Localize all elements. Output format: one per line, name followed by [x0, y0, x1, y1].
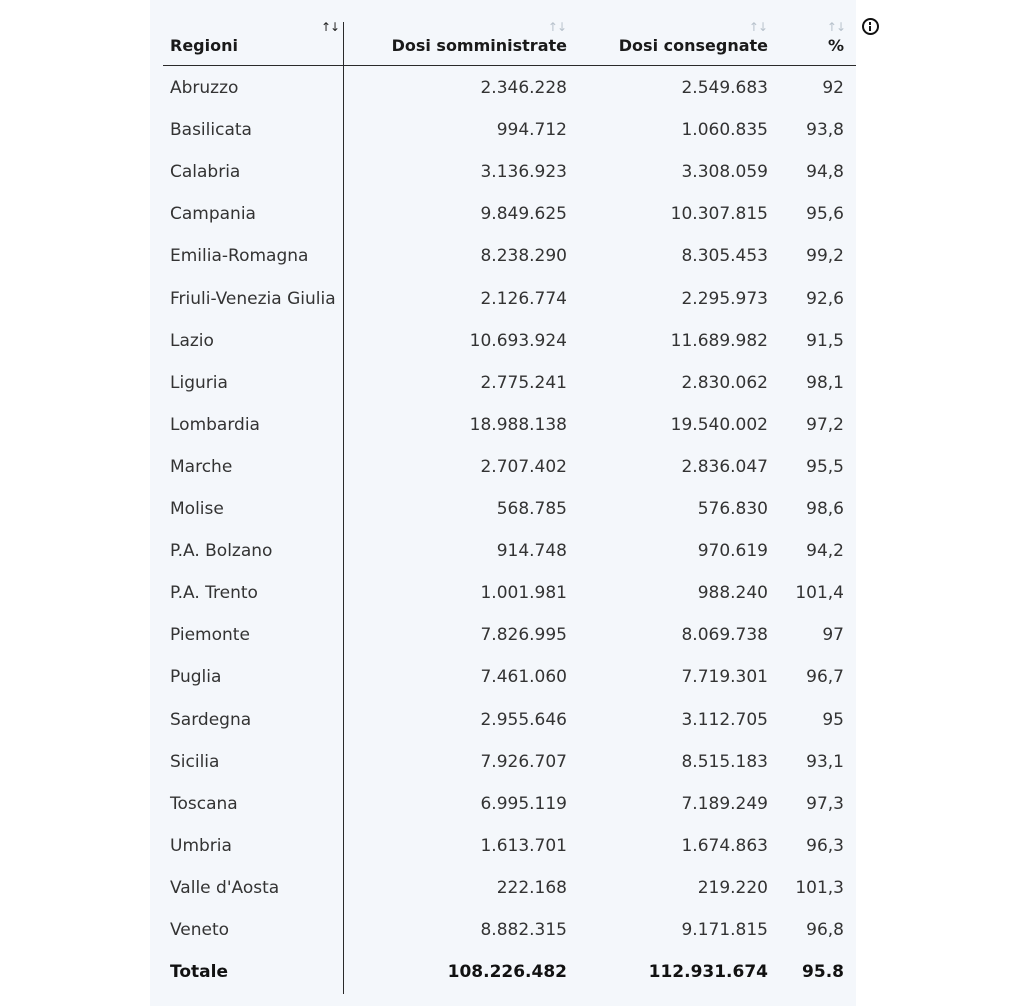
dosi-consegnate-cell: 2.295.973: [681, 288, 768, 309]
dosi-somministrate-cell: 1.001.981: [480, 583, 567, 604]
dosi-consegnate-cell: 8.305.453: [681, 246, 768, 267]
column-label: %: [827, 36, 844, 55]
dosi-consegnate-cell: 9.171.815: [681, 920, 768, 940]
dosi-somministrate-cell: 7.826.995: [480, 625, 567, 646]
percent-cell: 95.8: [802, 962, 844, 983]
region-cell: Lombardia: [170, 414, 260, 435]
dosi-consegnate-cell: 11.689.982: [670, 330, 768, 351]
region-cell: Liguria: [170, 372, 228, 393]
dosi-consegnate-cell: 1.674.863: [681, 835, 768, 856]
percent-cell: 94,2: [806, 541, 844, 562]
percent-cell: 95,6: [806, 204, 844, 225]
dosi-consegnate-cell: 7.719.301: [681, 667, 768, 688]
column-label: Regioni: [170, 36, 238, 55]
dosi-somministrate-cell: 1.613.701: [480, 835, 567, 856]
sort-arrows-icon[interactable]: ↑↓: [748, 20, 767, 34]
percent-cell: 94,8: [806, 162, 844, 183]
column-header-percent[interactable]: [804, 14, 844, 64]
dosi-somministrate-cell: 222.168: [496, 877, 567, 898]
region-cell: Friuli-Venezia Giulia: [170, 288, 336, 309]
table-row: [163, 699, 856, 741]
dosi-consegnate-cell: 8.515.183: [681, 751, 768, 772]
percent-cell: 97,3: [806, 793, 844, 814]
dosi-consegnate-cell: 988.240: [697, 583, 768, 604]
dosi-consegnate-cell: 10.307.815: [670, 204, 768, 225]
dosi-consegnate-cell: 7.189.249: [681, 793, 768, 814]
region-cell: Totale: [170, 962, 228, 983]
dosi-somministrate-cell: 2.775.241: [480, 372, 567, 393]
dosi-somministrate-cell: 8.238.290: [480, 246, 567, 267]
region-cell: Marche: [170, 456, 233, 477]
dosi-somministrate-cell: 2.955.646: [480, 709, 567, 730]
region-cell: Umbria: [170, 835, 232, 856]
percent-cell: 97,2: [806, 414, 844, 435]
column-label: Dosi consegnate: [618, 36, 768, 55]
dosi-somministrate-cell: 8.882.315: [480, 920, 567, 940]
sort-arrows-icon[interactable]: ↑↓: [321, 20, 340, 34]
dosi-consegnate-cell: 219.220: [697, 877, 768, 898]
percent-cell: 96,3: [806, 835, 844, 856]
dosi-consegnate-cell: 3.112.705: [681, 709, 768, 730]
column-label: Dosi somministrate: [391, 36, 567, 55]
column-header-dosi-consegnate[interactable]: [588, 14, 768, 64]
dosi-somministrate-cell: 2.126.774: [480, 288, 567, 309]
table-row: [163, 320, 856, 362]
table-row: [163, 488, 856, 530]
percent-cell: 91,5: [806, 330, 844, 351]
table-row: [163, 404, 856, 446]
dosi-consegnate-cell: 2.830.062: [681, 372, 768, 393]
info-icon[interactable]: [862, 18, 879, 35]
percent-cell: 101,4: [795, 583, 844, 604]
table-row: [163, 235, 856, 277]
table-row: [163, 109, 856, 151]
dosi-somministrate-cell: 3.136.923: [480, 162, 567, 183]
dosi-somministrate-cell: 6.995.119: [480, 793, 567, 814]
table-row: [163, 867, 856, 909]
dosi-consegnate-cell: 970.619: [697, 541, 768, 562]
percent-cell: 95: [822, 709, 844, 730]
table-row: [163, 278, 856, 320]
dosi-somministrate-cell: 9.849.625: [480, 204, 567, 225]
table-row: [163, 614, 856, 656]
table-row: [163, 530, 856, 572]
dosi-somministrate-cell: 914.748: [496, 541, 567, 562]
dosi-somministrate-cell: 2.346.228: [480, 78, 567, 98]
column-header-dosi-somministrate[interactable]: [367, 14, 567, 64]
table-row: [163, 741, 856, 783]
region-cell: Sicilia: [170, 751, 220, 772]
region-cell: Molise: [170, 499, 224, 519]
region-cell: Abruzzo: [170, 78, 239, 98]
region-cell: Piemonte: [170, 625, 250, 646]
table-row: [163, 783, 856, 825]
table-row: [163, 825, 856, 867]
region-cell: Emilia-Romagna: [170, 246, 309, 267]
dosi-somministrate-cell: 18.988.138: [469, 414, 567, 435]
table-row: [163, 656, 856, 698]
dosi-somministrate-cell: 108.226.482: [447, 962, 567, 983]
header-divider: [163, 65, 856, 66]
region-cell: Calabria: [170, 162, 241, 183]
region-cell: P.A. Bolzano: [170, 541, 273, 562]
region-cell: Veneto: [170, 920, 230, 940]
dosi-consegnate-cell: 576.830: [697, 499, 768, 519]
percent-cell: 101,3: [795, 877, 844, 898]
region-cell: Sardegna: [170, 709, 252, 730]
region-cell: Toscana: [170, 793, 238, 814]
table-row: [163, 572, 856, 614]
percent-cell: 96,7: [806, 667, 844, 688]
table-row: [163, 193, 856, 235]
dosi-consegnate-cell: 2.549.683: [681, 78, 768, 98]
table-row: [163, 67, 856, 109]
dosi-somministrate-cell: 994.712: [496, 120, 567, 141]
percent-cell: 92,6: [806, 288, 844, 309]
table-row: [163, 909, 856, 951]
table-header: [163, 14, 856, 64]
percent-cell: 92: [822, 78, 844, 98]
percent-cell: 93,1: [806, 751, 844, 772]
region-cell: Lazio: [170, 330, 214, 351]
percent-cell: 96,8: [806, 920, 844, 940]
region-cell: Basilicata: [170, 120, 252, 141]
table-row: [163, 362, 856, 404]
dosi-consegnate-cell: 8.069.738: [681, 625, 768, 646]
region-cell: Puglia: [170, 667, 222, 688]
dosi-consegnate-cell: 112.931.674: [648, 962, 768, 983]
region-cell: Valle d'Aosta: [170, 877, 280, 898]
dosi-somministrate-cell: 7.461.060: [480, 667, 567, 688]
percent-cell: 95,5: [806, 456, 844, 477]
table-total-row: [163, 951, 856, 993]
region-cell: Campania: [170, 204, 256, 225]
sort-arrows-icon[interactable]: ↑↓: [826, 20, 845, 34]
table-row: [163, 151, 856, 193]
sort-arrows-icon[interactable]: ↑↓: [547, 20, 566, 34]
dosi-somministrate-cell: 568.785: [496, 499, 567, 519]
region-cell: P.A. Trento: [170, 583, 258, 604]
dosi-somministrate-cell: 10.693.924: [469, 330, 567, 351]
table-row: [163, 446, 856, 488]
dosi-consegnate-cell: 1.060.835: [681, 120, 768, 141]
percent-cell: 98,1: [806, 372, 844, 393]
dosi-somministrate-cell: 2.707.402: [480, 456, 567, 477]
percent-cell: 97: [822, 625, 844, 646]
percent-cell: 93,8: [806, 120, 844, 141]
dosi-consegnate-cell: 3.308.059: [681, 162, 768, 183]
column-header-regioni[interactable]: [170, 14, 340, 64]
percent-cell: 99,2: [806, 246, 844, 267]
percent-cell: 98,6: [806, 499, 844, 519]
dosi-somministrate-cell: 7.926.707: [480, 751, 567, 772]
dosi-consegnate-cell: 2.836.047: [681, 456, 768, 477]
dosi-consegnate-cell: 19.540.002: [670, 414, 768, 435]
